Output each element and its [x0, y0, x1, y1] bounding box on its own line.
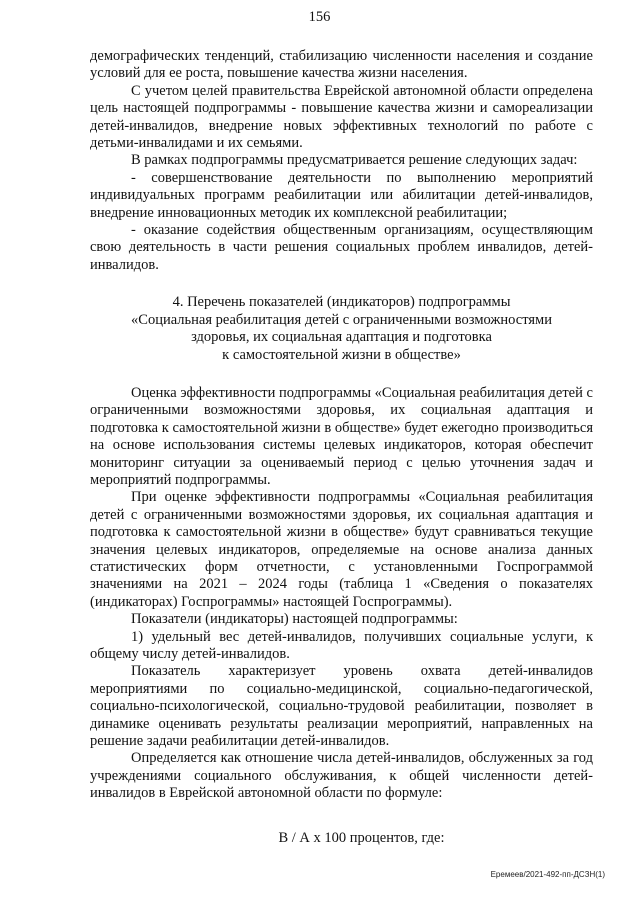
- paragraph: При оценке эффективности подпрограммы «Социальная реабилитация детей с ограниченными возможностями здоровья, их социальная адаптация и подготовка к самостоятельной жизни в обществе» будут сравниваться текущие значения целевых индикаторов, определяемые на основе анализа данных статистических форм отчетности, с установленными Госпрограммой значениями на 2021 – 2024 годы (таблица 1 «Сведения о показателях (индикаторах) Госпрограммы» настоящей Госпрограммы).: [90, 489, 593, 610]
- document-body: [90, 48, 593, 847]
- section-heading-line: к самостоятельной жизни в обществе»: [222, 346, 461, 363]
- spacer: [90, 803, 593, 830]
- page-number: 156: [308, 9, 331, 25]
- paragraph: Оценка эффективности подпрограммы «Социальная реабилитация детей с ограниченными возможностями здоровья, их социальная адаптация и подготовка к самостоятельной жизни в обществе» будет ежегодно производиться на основе использования системы целевых индикаторов, которая обеспечит мониторинг ситуации за оцениваемый период с целью уточнения задач и мероприятий подпрограммы.: [90, 384, 593, 488]
- spacer: [90, 274, 593, 294]
- formula: В / А х 100 процентов, где:: [278, 829, 445, 846]
- section-heading-line: «Социальная реабилитация детей с ограниченными возможностями: [131, 311, 552, 328]
- list-item: 1) удельный вес детей-инвалидов, получивших социальные услуги, к общему числу детей-инвалидов.: [90, 628, 593, 662]
- section-heading-line: 4. Перечень показателей (индикаторов) подпрограммы: [172, 294, 511, 311]
- section-heading: [90, 294, 593, 364]
- spacer: [90, 364, 593, 385]
- list-item: - совершенствование деятельности по выполнению мероприятий индивидуальных программ реабилитации или абилитации детей-инвалидов, внедрение инновационных методик их комплексной реабилитации;: [90, 169, 593, 221]
- document-id-footer: Еремеев/2021-492-пп-ДСЗН(1): [490, 870, 605, 879]
- paragraph: С учетом целей правительства Еврейской автономной области определена цель настоящей подпрограммы - повышение качества жизни и самореализации детей-инвалидов, внедрение новых эффективных технологий по работе с детьми-инвалидами и их семьями.: [90, 82, 593, 152]
- paragraph: Показатели (индикаторы) настоящей подпрограммы:: [131, 611, 458, 628]
- paragraph: демографических тенденций, стабилизацию численности населения и создание условий для ее роста, повышение качества жизни населения.: [90, 48, 593, 82]
- paragraph: Определяется как отношение числа детей-инвалидов, обслуженных за год учреждениями социального обслуживания, к общей численности детей-инвалидов в Еврейской автономной области по формуле:: [90, 750, 593, 802]
- paragraph: В рамках подпрограммы предусматривается решение следующих задач:: [131, 152, 578, 169]
- section-heading-line: здоровья, их социальная адаптация и подготовка: [191, 329, 492, 346]
- list-item: - оказание содействия общественным организациям, осуществляющим свою деятельность в части решения социальных проблем инвалидов, детей-инвалидов.: [90, 222, 593, 273]
- paragraph: Показатель характеризует уровень охвата детей-инвалидов мероприятиями по социально-медицинской, социально-педагогической, социально-психологической, социально-трудовой реабилитации, позволяет в динамике оценивать результаты реализации мероприятий, направленных на решение задачи реабилитации детей-инвалидов.: [90, 663, 593, 750]
